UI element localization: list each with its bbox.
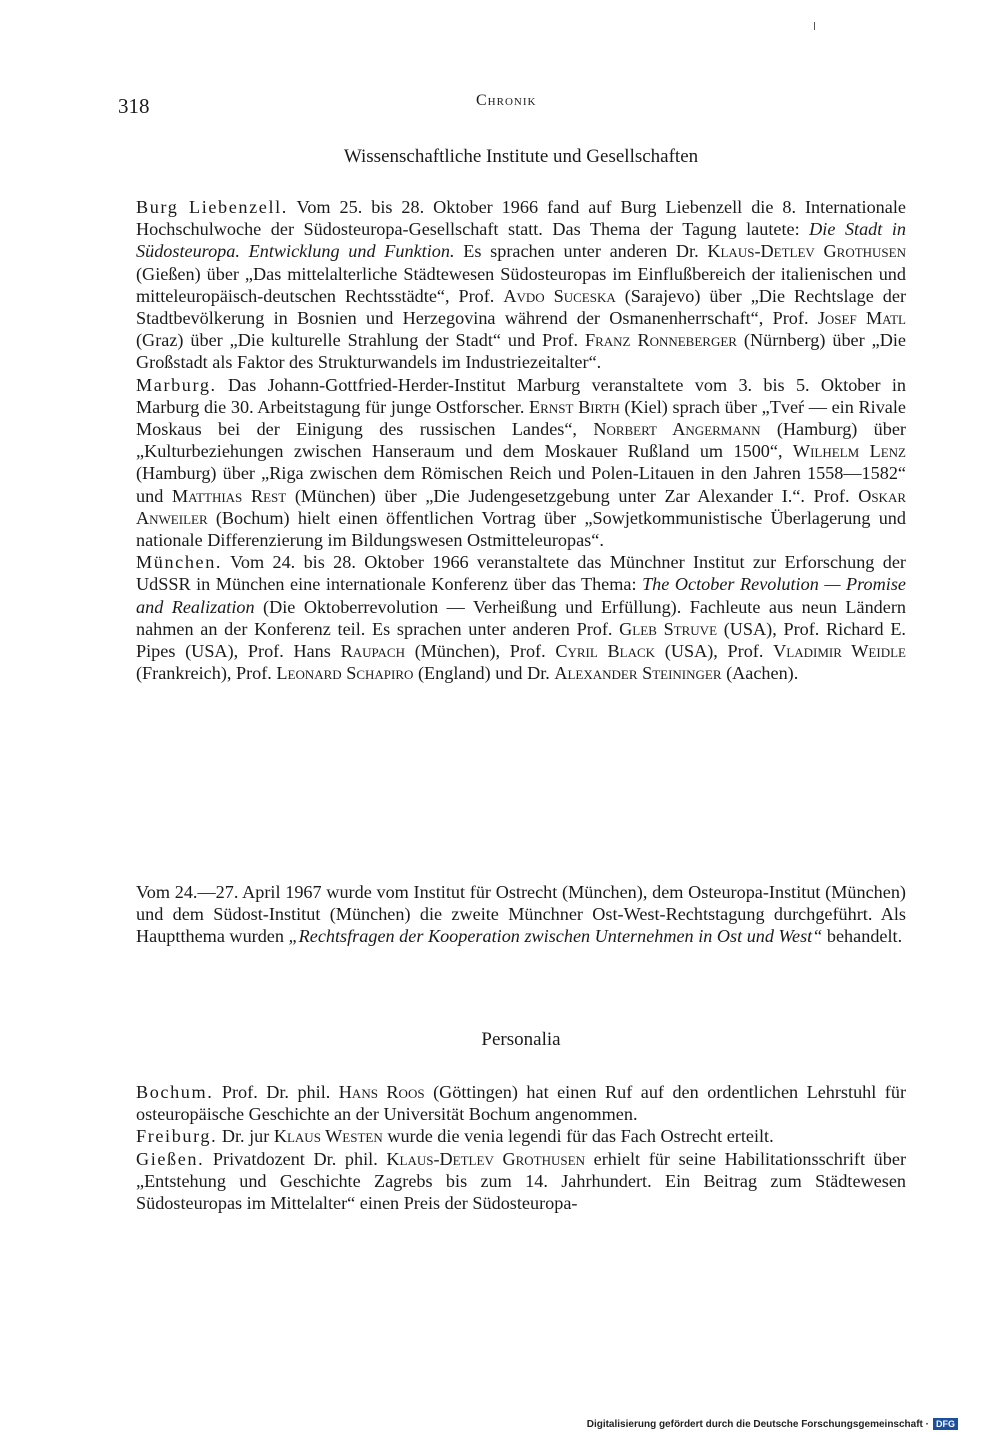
person-name: Cyril Black — [555, 641, 656, 662]
page-number: 318 — [118, 94, 150, 118]
person-name: Klaus Westen — [273, 1126, 383, 1147]
ostrecht-block — [136, 881, 906, 948]
person-name: Gleb Struve — [619, 618, 718, 639]
paragraph-ostrecht: Vom 24.—27. April 1967 wurde vom Institut für Ostrecht (München), dem Osteuropa-Institut (München) und dem Südost-Institut (München) die zweite Münchner Ost-West-Rechtstagung durchgeführt. Als Hauptthema wurden „Rechtsfragen der Kooperation zwischen Unternehmen in Ost und West“ behandelt. — [136, 882, 906, 947]
paragraph-marburg: Marburg. Das Johann-Gottfried-Herder-Institut Marburg veranstaltete vom 3. bis 5. Oktober in Marburg die 30. Arbeitstagung für junge Ostforscher. Ernst Birth (Kiel) sprach über „Tveŕ — ein Rivale Moskaus bei der Einigung des russischen Landes“, Norbert Angermann (Hamburg) über „Kulturbeziehungen zwischen Hanseraum und dem Moskauer Rußland um 1500“, Wilhelm Lenz (Hamburg) über „Riga zwischen dem Römischen Reich und Polen-Litauen in den Jahren 1558—1582“ und Matthias Rest (München) über „Die Judengesetzgebung unter Zar Alexander I.“. Prof. Oskar Anweiler (Bochum) hielt einen öffentlichen Vortrag über „Sowjetkommunistische Überlagerung und nationale Differenzierung im Bildungswesen Ostmitteleuropas“. — [136, 374, 906, 551]
funding-text: Digitalisierung gefördert durch die Deutsche Forschungsgemeinschaft · — [586, 1418, 929, 1430]
conference-theme: The October Revolution — Promise and Realization — [136, 574, 906, 617]
place-name: Burg Liebenzell. — [136, 197, 288, 217]
conference-theme: Die Stadt in Südosteuropa. Entwicklung und Funktion. — [136, 219, 906, 262]
place-name: Freiburg. — [136, 1126, 218, 1147]
person-name: Ernst Birth — [529, 396, 620, 417]
institutes-block — [136, 196, 906, 684]
person-name: Alexander Steininger — [554, 663, 722, 684]
section-title-personalia: Personalia — [481, 1029, 561, 1050]
running-head: Chronik — [476, 92, 537, 109]
personalia-block — [136, 1081, 906, 1214]
digitization-note — [587, 1418, 958, 1430]
person-name: Josef Matl — [817, 308, 906, 329]
person-name: Klaus-Detlev Grothusen — [707, 241, 906, 262]
person-name: Franz Ronneberger — [584, 330, 737, 351]
section-title-institutes: Wissenschaftliche Institute und Gesellschaften — [343, 146, 699, 167]
person-name: Avdo Suceska — [503, 285, 616, 306]
paragraph-freiburg: Freiburg. Dr. jur Klaus Westen wurde die venia legendi für das Fach Ostrecht erteilt. — [136, 1126, 774, 1147]
place-name: Gießen. — [136, 1148, 205, 1169]
paragraph-bochum: Bochum. Prof. Dr. phil. Hans Roos (Göttingen) hat einen Ruf auf den ordentlichen Lehrstuhl für osteuropäische Geschichte an der Universität Bochum angenommen. — [136, 1082, 907, 1125]
paragraph-liebenzell: Burg Liebenzell. Vom 25. bis 28. Oktober 1966 fand auf Burg Liebenzell die 8. Internationale Hochschulwoche der Südosteuropa-Gesellschaft statt. Das Thema der Tagung lautete: Die Stadt in Südosteuropa. Entwicklung und Funktion. Es sprachen unter anderen Dr. Klaus-Detlev Grothusen (Gießen) über „Das mittelalterliche Städtewesen Südosteuropas im Einflußbereich der italienischen und mitteleuropäisch-deutschen Rechtsstädte“, Prof. Avdo Suceska (Sarajevo) über „Die Rechtslage der Stadtbevölkerung in Bosnien und Herzegovina während der Osmanenherrschaft“, Prof. Josef Matl (Graz) über „Die kulturelle Strahlung der Stadt“ und Prof. Franz Ronneberger (Nürnberg) über „Die Großstadt als Faktor des Strukturwandels im Industriezeitalter“. — [136, 197, 907, 373]
conference-theme: „Rechtsfragen der Kooperation zwischen Unternehmen in Ost und West“ — [288, 926, 823, 947]
person-name: Klaus-Detlev Grothusen — [386, 1148, 585, 1169]
paragraph-giessen: Gießen. Privatdozent Dr. phil. Klaus-Detlev Grothusen erhielt für seine Habilitationsschrift über „Entstehung und Geschichte Zagrebs bis zum 14. Jahrhundert. Ein Beitrag zum Städtewesen Südosteuropas im Mittelalter“ einen Preis der Südosteuropa- — [136, 1148, 907, 1214]
person-name: Vladimir Weidle — [773, 641, 906, 662]
person-name: Leonard Schapiro — [276, 663, 414, 684]
place-name: Bochum. — [136, 1082, 214, 1102]
person-name: Norbert Angermann — [593, 419, 761, 440]
scan-mark — [814, 22, 815, 30]
dfg-logo: DFG — [933, 1418, 958, 1430]
place-name: Marburg. — [136, 374, 217, 395]
paragraph-muenchen: München. Vom 24. bis 28. Oktober 1966 veranstaltete das Münchner Institut zur Erforschung der UdSSR in München eine internationale Konferenz über das Thema: The October Revolution — Promise and Realization (Die Oktoberrevolution — Verheißung und Erfüllung). Fachleute aus neun Ländern nahmen an der Konferenz teil. Es sprachen unter anderen Prof. Gleb Struve (USA), Prof. Richard E. Pipes (USA), Prof. Hans Raupach (München), Prof. Cyril Black (USA), Prof. Vladimir Weidle (Frankreich), Prof. Leonard Schapiro (England) und Dr. Alexander Steininger (Aachen). — [136, 552, 906, 684]
person-name: Wilhelm Lenz — [792, 441, 906, 462]
person-name: Oskar Anweiler — [136, 485, 906, 528]
place-name: München. — [136, 552, 223, 573]
person-name: Raupach — [340, 641, 405, 662]
person-name: Hans Roos — [338, 1082, 425, 1102]
person-name: Matthias Rest — [171, 485, 287, 506]
